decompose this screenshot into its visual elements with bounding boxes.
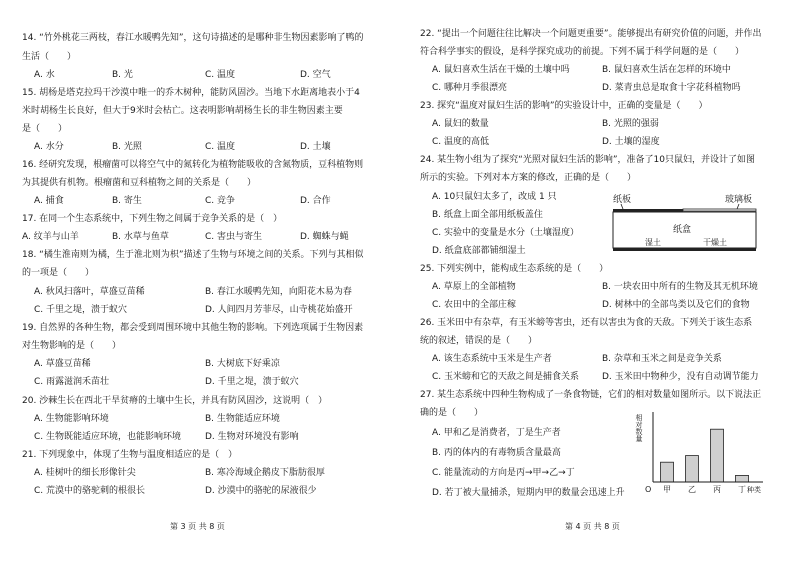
- q20-stem-line1: 20. 沙棘生长在西北干旱贫瘠的土壤中生长，并具有防风固沙，这说明（ ）: [22, 396, 328, 406]
- relative-quantity-chart: [625, 406, 773, 498]
- q15-option-c[interactable]: C. 温度: [205, 142, 236, 152]
- q17-option-b[interactable]: B. 水草与鱼草: [112, 232, 169, 242]
- bar-2: [686, 456, 699, 482]
- q26-option-a[interactable]: A. 该生态系统中玉米是生产者: [432, 354, 552, 364]
- q22-stem-line2: 符合科学事实的假设，是科学探究成功的前提。下列不属于科学问题的是（ ）: [420, 47, 745, 57]
- q18-option-a[interactable]: A. 秋风扫落叶，草盛豆苗稀: [34, 287, 145, 297]
- q17-option-d[interactable]: D. 蜘蛛与蝇: [300, 232, 349, 242]
- q14-option-d[interactable]: D. 空气: [300, 70, 331, 80]
- q25-stem-line1: 25. 下列实例中，能构成生态系统的是（ ）: [420, 264, 609, 274]
- q18-stem-line2: 的一项是（ ）: [22, 268, 95, 278]
- q14-stem-line1: 14. “竹外桃花三两枝，春江水暖鸭先知”，这句诗描述的是哪种非生物因素影响了鸭的: [22, 33, 364, 43]
- q19-option-c[interactable]: C. 雨露滋润禾苗壮: [34, 377, 110, 387]
- glass-board-cover: [683, 209, 756, 211]
- q19-stem-line2: 对生物影响的是（ ）: [22, 341, 122, 351]
- experiment-box-diagram: [607, 190, 767, 256]
- q17-stem-line1: 17. 在同一个生态系统中，下列生物之间属于竞争关系的是（ ）: [22, 214, 283, 224]
- q27-stem-line2: 确的是（ ）: [420, 408, 484, 418]
- q23-option-c[interactable]: C. 温度的高低: [432, 137, 490, 147]
- q25-option-b[interactable]: B. 一块农田中所有的生物及其无机环境: [602, 282, 758, 292]
- q24-option-c[interactable]: C. 实验中的变量是水分（土壤湿度）: [432, 228, 580, 238]
- page-footer-right: 第 4 页 共 8 页: [565, 522, 620, 531]
- q19-option-b[interactable]: B. 大树底下好乘凉: [205, 359, 280, 369]
- page-4: [397, 0, 794, 561]
- category-label-2: 乙: [688, 485, 696, 494]
- q17-option-c[interactable]: C. 害虫与寄生: [205, 232, 263, 242]
- page-footer-left: 第 3 页 共 8 页: [170, 522, 225, 531]
- category-label-3: 丙: [713, 485, 721, 494]
- box-label: 纸盒: [673, 225, 692, 235]
- y-axis-label: 相对数量: [635, 414, 643, 442]
- q14-option-c[interactable]: C. 温度: [205, 70, 236, 80]
- glass-board-label: 玻璃板: [725, 195, 753, 205]
- bar-4: [736, 475, 749, 482]
- q15-stem-line2: 米时胡杨生长良好，但大于9米时会枯亡。这表明影响胡杨生长的非生物因素主要: [22, 106, 343, 116]
- q24-option-d[interactable]: D. 纸盒底部都铺细湿土: [432, 246, 526, 256]
- q23-option-d[interactable]: D. 土壤的湿度: [602, 137, 660, 147]
- bar-1: [661, 462, 674, 482]
- q14-option-b[interactable]: B. 光: [112, 70, 133, 80]
- q21-stem-line1: 21. 下列现象中，体现了生物与温度相适应的是（ ）: [22, 450, 238, 460]
- q27-option-d[interactable]: D. 若丁被大量捕杀，短期内甲的数量会迅速上升: [432, 488, 625, 498]
- q18-option-d[interactable]: D. 人间四月芳菲尽，山寺桃花始盛开: [205, 305, 353, 315]
- q15-stem-line1: 15. 胡杨是塔克拉玛干沙漠中唯一的乔木树种，能防风固沙。当地下水距离地表小于4: [22, 88, 360, 98]
- q21-option-a[interactable]: A. 桂树叶的细长形像针尖: [34, 468, 136, 478]
- q21-option-c[interactable]: C. 荒漠中的骆驼刺的根很长: [34, 486, 146, 496]
- q26-option-d[interactable]: D. 玉米田中物种少，没有自动调节能力: [602, 372, 759, 382]
- q16-stem-line1: 16. 经研究发现，根瘤菌可以将空气中的氮转化为植物能吸收的含氮物质，豆科植物则: [22, 160, 364, 170]
- q25-option-a[interactable]: A. 草原上的全部植物: [432, 282, 516, 292]
- q27-option-b[interactable]: B. 丙的体内的有毒物质含量最高: [432, 448, 561, 458]
- q18-option-c[interactable]: C. 千里之堤，溃于蚁穴: [34, 305, 128, 315]
- q24-option-a[interactable]: A. 10只鼠妇太多了，改成 1 只: [432, 192, 557, 202]
- q26-option-b[interactable]: B. 杂草和玉米之间是竞争关系: [602, 354, 722, 364]
- soil-base: [613, 248, 756, 251]
- q14-option-a[interactable]: A. 水: [34, 70, 55, 80]
- wet-soil-label: 湿土: [645, 238, 661, 247]
- q22-option-a[interactable]: A. 鼠妇喜欢生活在干燥的土壤中吗: [432, 65, 570, 75]
- q26-option-c[interactable]: C. 玉米螃和它的天敌之间是捕食关系: [432, 372, 580, 382]
- q15-option-a[interactable]: A. 水分: [34, 142, 64, 152]
- q15-option-b[interactable]: B. 光照: [112, 142, 142, 152]
- q25-option-d[interactable]: D. 树林中的全部鸟类以及它们的食物: [602, 300, 750, 310]
- q24-option-b[interactable]: B. 纸盒上面全部用纸板盖住: [432, 210, 543, 220]
- q21-option-b[interactable]: B. 寒冷海域企鹅皮下脂肪很厚: [205, 468, 325, 478]
- q23-option-b[interactable]: B. 光照的强弱: [602, 119, 659, 129]
- q18-option-b[interactable]: B. 春江水暖鸭先知，向阳花木易为春: [205, 287, 352, 297]
- category-label-1: 甲: [663, 485, 671, 494]
- q16-option-a[interactable]: A. 捕食: [34, 196, 64, 206]
- q17-option-a[interactable]: A. 纹羊与山羊: [22, 232, 79, 242]
- q15-stem-line3: 是（ ）: [22, 124, 68, 134]
- q23-stem-line1: 23. 探究“温度对鼠妇生活的影响”的实验设计中，正确的变量是（ ）: [420, 101, 708, 111]
- q14-stem-line2: 生活（ ）: [22, 52, 77, 62]
- category-label-4: 丁: [738, 485, 746, 494]
- q23-option-a[interactable]: A. 鼠妇的数量: [432, 119, 489, 129]
- q16-option-d[interactable]: D. 合作: [300, 196, 331, 206]
- q15-option-d[interactable]: D. 土壤: [300, 142, 331, 152]
- q27-option-a[interactable]: A. 甲和乙是消费者，丁是生产者: [432, 428, 561, 438]
- q19-option-a[interactable]: A. 草盛豆苗稀: [34, 359, 91, 369]
- q20-option-d[interactable]: D. 生物对环境没有影响: [205, 432, 299, 442]
- q22-option-d[interactable]: D. 菜青虫总是取食十字花科植物吗: [602, 83, 741, 93]
- q24-stem-line2: 所示的实验。下列对本方案的修改，正确的是（ ）: [420, 173, 637, 183]
- q26-stem-line2: 统的叙述，错误的是（ ）: [420, 336, 538, 346]
- q25-option-c[interactable]: C. 农田中的全部庄稼: [432, 300, 517, 310]
- x-axis-label: 种类: [747, 486, 761, 494]
- q22-option-b[interactable]: B. 鼠妇喜欢生活在怎样的环境中: [602, 65, 731, 75]
- q16-option-b[interactable]: B. 寄生: [112, 196, 142, 206]
- q27-option-c[interactable]: C. 能量流动的方向是丙→甲→乙→丁: [432, 468, 575, 478]
- paper-board-label: 纸板: [613, 195, 632, 205]
- q27-stem-line1: 27. 某生态系统中四种生物构成了一条食物链，它们的相对数量如图所示。以下说法正: [420, 390, 762, 400]
- q21-option-d[interactable]: D. 沙漠中的骆驼的尿液很少: [205, 486, 317, 496]
- q19-stem-line1: 19. 自然界的各种生物，都会受到周围环境中其他生物的影响。下列选项属于生物因素: [22, 323, 364, 333]
- q22-option-c[interactable]: C. 哪种月季很漂亮: [432, 83, 508, 93]
- bar-3: [711, 429, 724, 482]
- q26-stem-line1: 26. 玉米田中有杂草，有玉米螃等害虫，还有以害虫为食的天敌。下列关于该生态系: [420, 318, 753, 328]
- q19-option-d[interactable]: D. 千里之堤，溃于蚁穴: [205, 377, 299, 387]
- q16-option-c[interactable]: C. 竞争: [205, 196, 236, 206]
- q20-option-a[interactable]: A. 生物能影响环境: [34, 414, 109, 424]
- q16-stem-line2: 为其提供有机物。根瘤菌和豆科植物之间的关系是（ ）: [22, 178, 257, 188]
- q22-stem-line1: 22. “提出一个问题往往比解决一个问题更重要”。能够提出有研究价值的问题，并作出: [420, 29, 762, 39]
- q24-stem-line1: 24. 某生物小组为了探究“光照对鼠妇生活的影响”，准备了10只鼠妇，并设计了如图: [420, 155, 755, 165]
- origin-label: O: [645, 485, 652, 494]
- q20-option-c[interactable]: C. 生物既能适应环境，也能影响环境: [34, 432, 182, 442]
- dry-soil-label: 干燥土: [703, 238, 727, 247]
- q18-stem-line1: 18. “橘生淮南则为橘，生于淮北则为枳”描述了生物与环境之间的关系。下列与其相似: [22, 250, 364, 260]
- q20-option-b[interactable]: B. 生物能适应环境: [205, 414, 280, 424]
